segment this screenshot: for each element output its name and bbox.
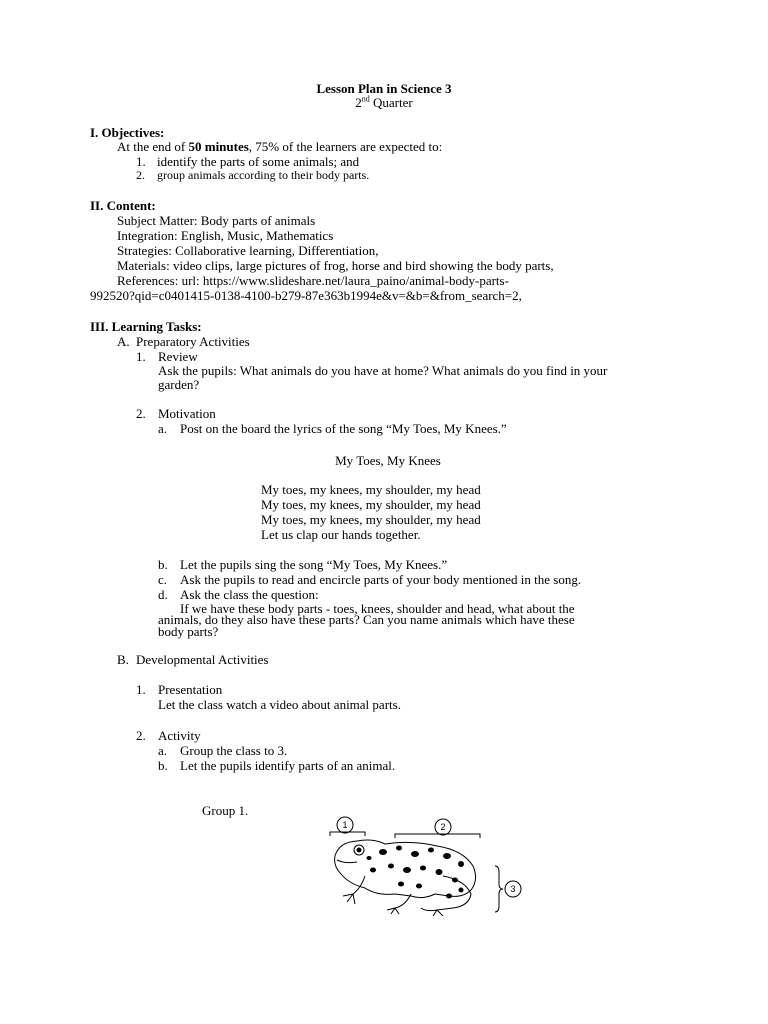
group-1-label: Group 1. [202, 803, 249, 818]
frog-diagram-image [325, 814, 535, 916]
section-b-title: Developmental Activities [136, 652, 269, 667]
presentation-text: Let the class watch a video about animal parts. [158, 697, 401, 712]
frog-spot [370, 868, 376, 873]
quarter-subtitle [0, 95, 768, 110]
song-line-1: My toes, my knees, my shoulder, my head [261, 482, 481, 497]
frog-spot [443, 853, 451, 859]
frog-spot [459, 888, 464, 893]
frog-spot [398, 882, 404, 887]
review-num: 1. [136, 349, 146, 364]
motivation-label: Motivation [158, 406, 216, 421]
frog-spot [396, 846, 402, 851]
objective-item-2-text: group animals according to their body parts. [157, 168, 370, 182]
objective-item-1-text: identify the parts of some animals; and [157, 154, 360, 169]
step-b-label: b. [158, 557, 168, 572]
activity-num: 2. [136, 728, 146, 743]
activity-b-text: Let the pupils identify parts of an animal. [180, 758, 396, 773]
content-subject-matter: Subject Matter: Body parts of animals [117, 213, 316, 228]
content-materials: Materials: video clips, large pictures of frog, horse and bird showing the body parts, [117, 258, 554, 273]
objectives-heading: I. Objectives: [90, 125, 165, 140]
presentation-num: 1. [136, 682, 146, 697]
content-strategies: Strategies: Collaborative learning, Differentiation, [117, 243, 379, 258]
motivation-num: 2. [136, 406, 146, 421]
motivation-a-label: a. [158, 421, 168, 436]
frog-spot [416, 884, 422, 889]
activity-a-label: a. [158, 743, 168, 758]
frog-spot [411, 851, 419, 857]
frog-spot [367, 856, 372, 860]
motivation-a-text: Post on the board the lyrics of the song “My Toes, My Knees.” [180, 421, 507, 436]
objectives-intro-post: , 75% of the learners are expected to: [248, 139, 443, 154]
frog-spot [388, 864, 394, 869]
section-a-title: Preparatory Activities [136, 334, 250, 349]
frog-spot [357, 848, 362, 853]
review-text-line2: garden? [158, 377, 200, 392]
callout-1-number: 1 [342, 820, 348, 830]
frog-spot [420, 866, 426, 871]
question-line-3: body parts? [158, 624, 219, 639]
activity-a-text: Group the class to 3. [180, 743, 288, 758]
frog-spot [403, 867, 411, 873]
body-bracket [395, 834, 480, 838]
objectives-duration: 50 minutes [188, 139, 249, 154]
frog-spot [446, 894, 452, 899]
section-b-label: B. [117, 652, 129, 667]
callout-2-number: 2 [440, 822, 446, 832]
step-c-text: Ask the pupils to read and encircle parts of your body mentioned in the song. [180, 572, 582, 587]
step-d-label: d. [158, 587, 168, 602]
frog-spot [428, 848, 434, 853]
objective-item-1-num: 1. [136, 154, 146, 169]
frog-spot [379, 849, 387, 855]
step-d-text: Ask the class the question: [180, 587, 319, 602]
content-integration: Integration: English, Music, Mathematics [117, 228, 334, 243]
callout-3-number: 3 [510, 884, 516, 894]
song-line-2: My toes, my knees, my shoulder, my head [261, 497, 481, 512]
song-title: My Toes, My Knees [335, 453, 441, 468]
quarter-number: 2 [355, 95, 362, 110]
activity-label: Activity [158, 728, 201, 743]
document-title: Lesson Plan in Science 3 [316, 81, 452, 96]
activity-b-label: b. [158, 758, 168, 773]
question-line-2: animals, do they also have these parts? Can you name animals which have these [158, 612, 575, 627]
section-a-label: A. [117, 334, 130, 349]
frog-front-leg [343, 876, 365, 904]
content-heading: II. Content: [90, 198, 156, 213]
frog-spot [436, 869, 443, 875]
legs-bracket [495, 866, 503, 912]
content-references-url-cont: 992520?qid=c0401415-0138-4100-b279-87e363b1994e&v=&b=&from_search=2, [90, 288, 522, 303]
content-references: References: url: https://www.slideshare.net/laura_paino/animal-body-parts- [117, 273, 509, 288]
song-line-3: My toes, my knees, my shoulder, my head [261, 512, 481, 527]
step-b-text: Let the pupils sing the song “My Toes, My Knees.” [180, 557, 448, 572]
step-c-label: c. [158, 572, 168, 587]
frog-spot [452, 878, 458, 883]
review-text-line1: Ask the pupils: What animals do you have at home? What animals do you find in your [158, 363, 608, 378]
tasks-heading: III. Learning Tasks: [90, 319, 202, 334]
objectives-intro-pre: At the end of [117, 139, 189, 154]
question-line-1: If we have these body parts - toes, knees, shoulder and head, what about the [180, 601, 575, 616]
song-line-4: Let us clap our hands together. [261, 527, 421, 542]
quarter-label: Quarter [369, 95, 413, 110]
quarter-suffix: nd [361, 94, 370, 104]
presentation-label: Presentation [158, 682, 223, 697]
objective-item-2-num: 2. [136, 168, 145, 182]
objectives-intro [117, 139, 442, 154]
review-label: Review [158, 349, 198, 364]
frog-spot [458, 861, 464, 867]
